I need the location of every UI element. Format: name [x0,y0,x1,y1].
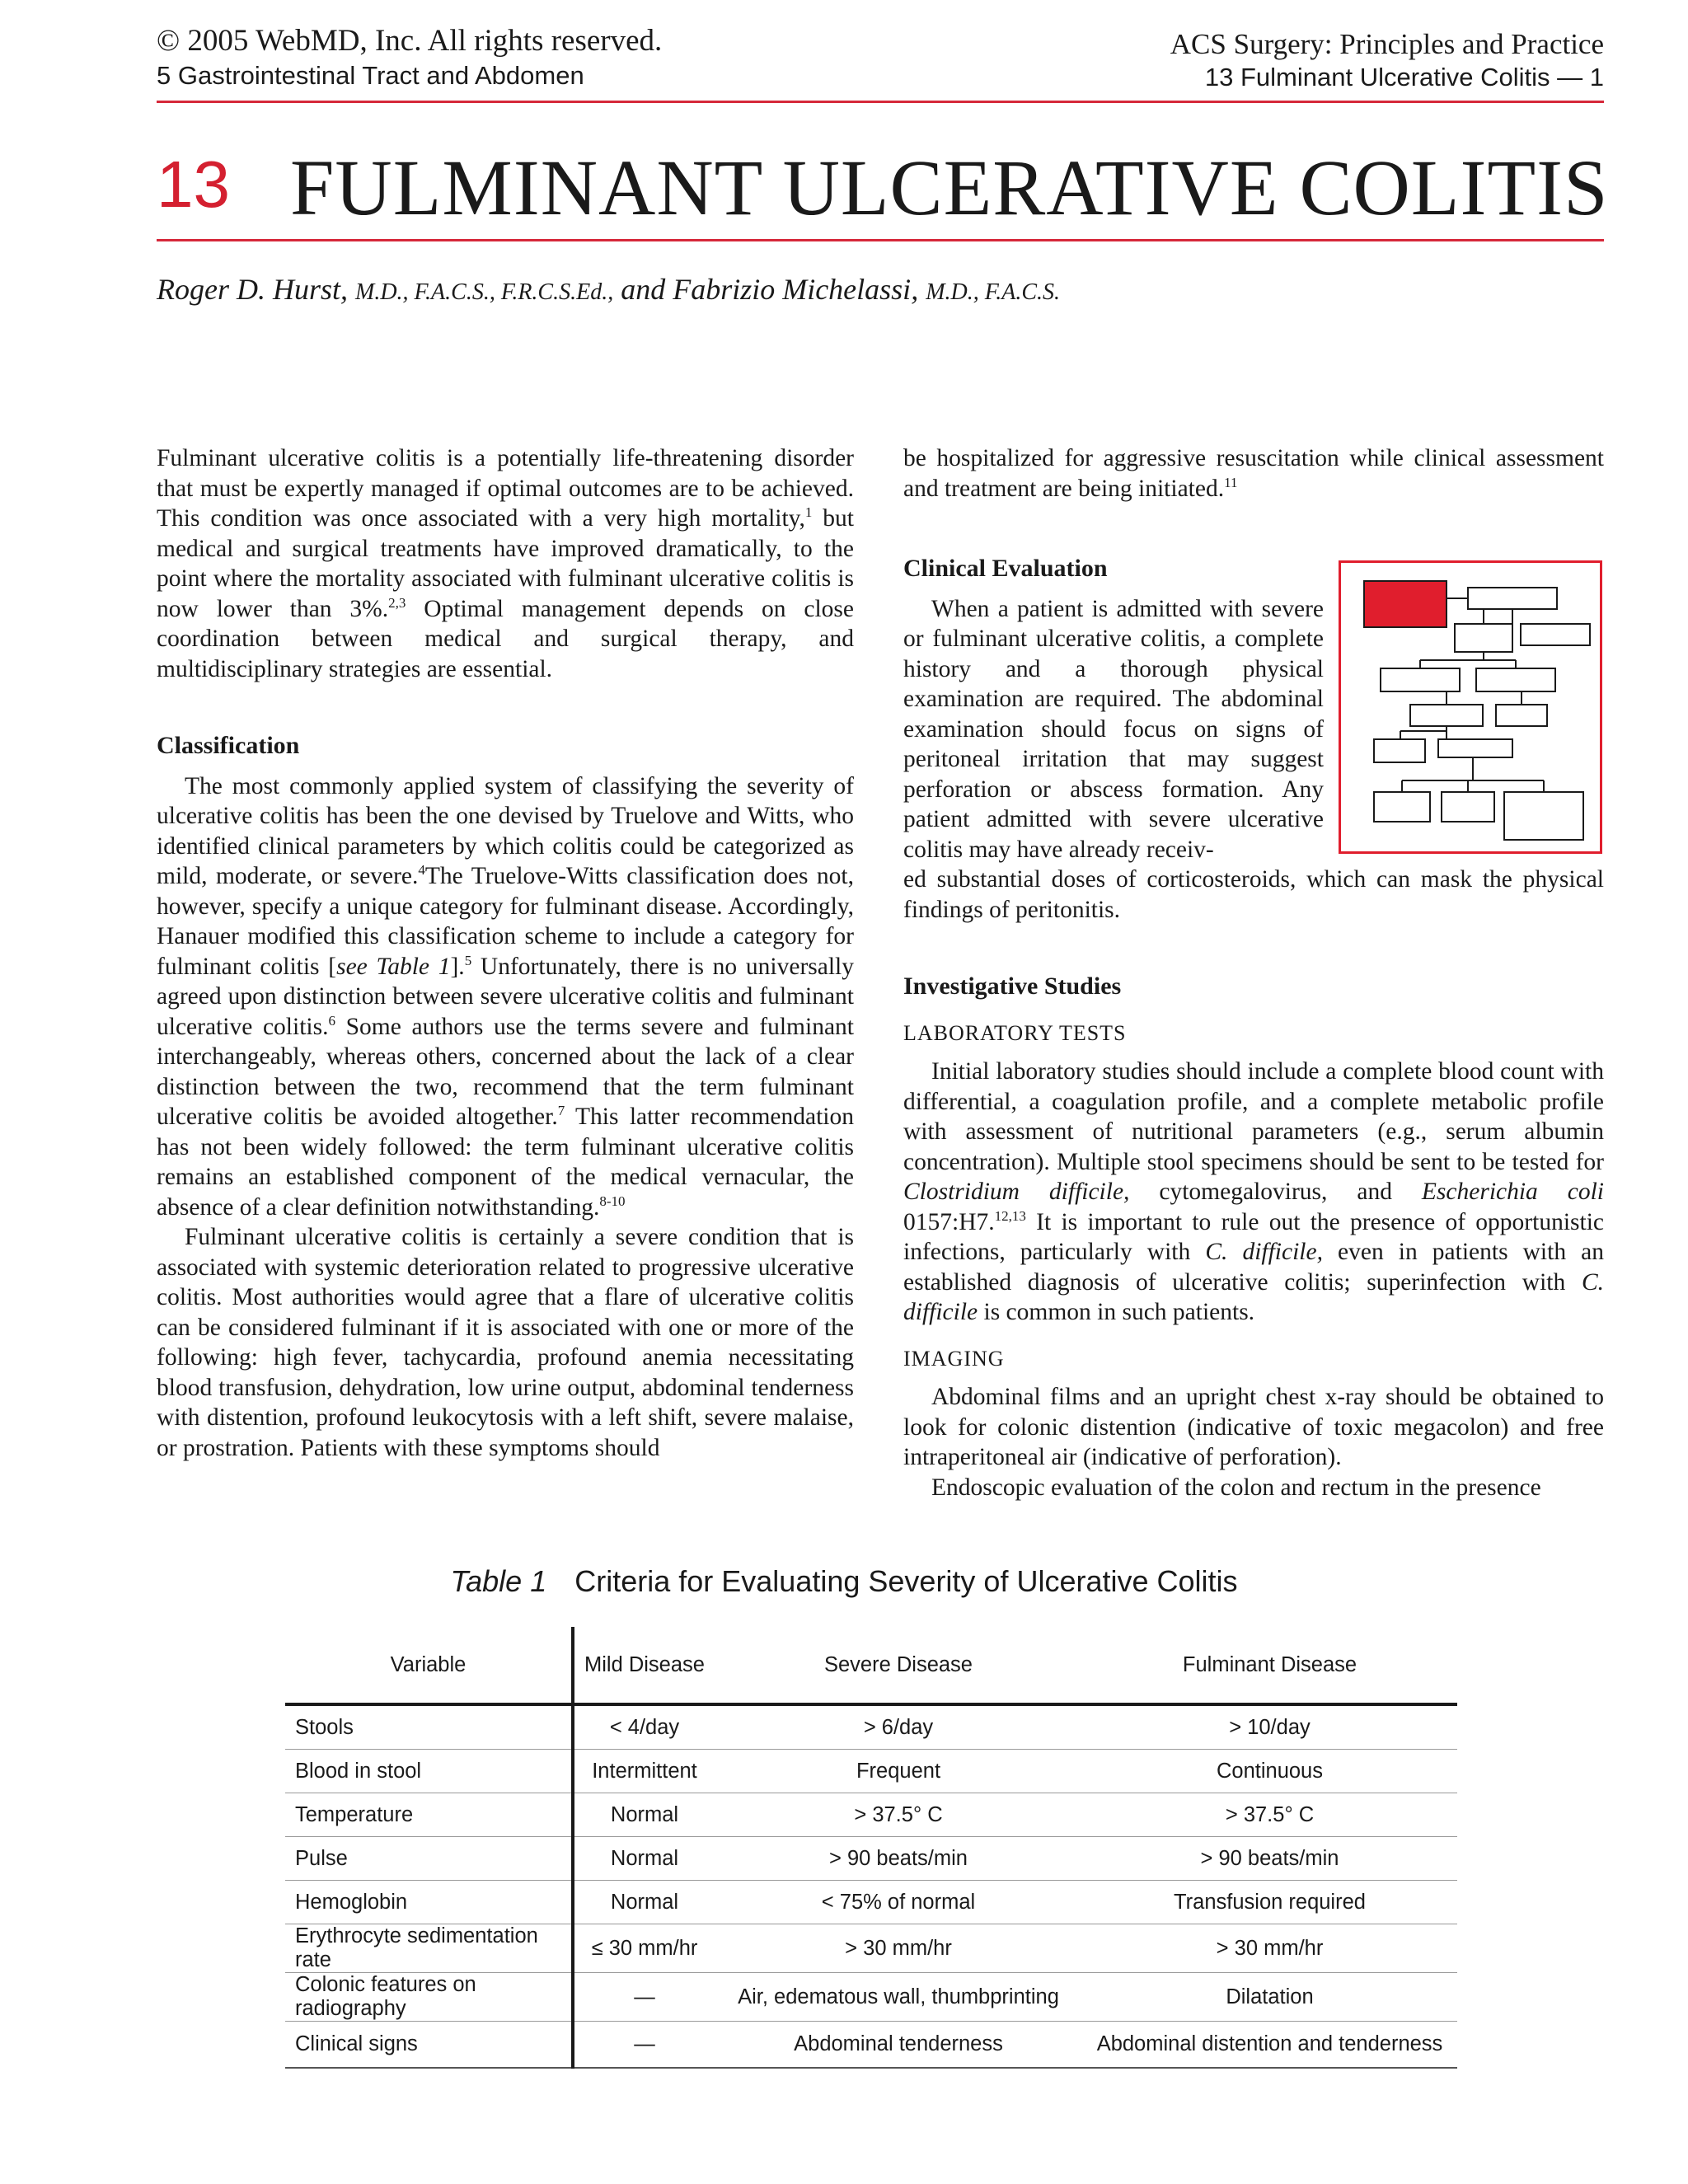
table-row: Erythrocyte sedimentation rate ≤ 30 mm/hr > 30 mm/hr > 30 mm/hr [285,1924,1457,1973]
table-title: Criteria for Evaluating Severity of Ulcerative Colitis [574,1564,1238,1598]
imaging-paragraph: Abdominal films and an upright chest x-ray should be obtained to look for colonic distention (indicative of toxic megacolon) and free intraperitoneal air (indicative of perforation). [903,1384,1604,1470]
author-credentials: M.D., F.A.C.S., F.R.C.S.Ed., [355,279,614,305]
author-credentials: M.D., F.A.C.S. [926,279,1061,305]
table-row: Temperature Normal > 37.5° C > 37.5° C [285,1793,1457,1837]
chapter-title: FULMINANT ULCERATIVE COLITIS [290,143,1609,232]
column-header: Fulminant Disease [1082,1627,1457,1704]
table-label: Table 1 [450,1564,547,1598]
endoscopy-paragraph-start: Endoscopic evaluation of the colon and rectum in the presence [931,1474,1541,1501]
header-section: 5 Gastrointestinal Tract and Abdomen [157,61,584,90]
author-name: Roger D. Hurst, [157,273,348,306]
fulminant-definition-paragraph: Fulminant ulcerative colitis is certainly a severe condition that is associated with systemic deterioration related to progressive ulcerative colitis. Most authorities would agree that a flare of ulcerative colitis can be considered fulminant if it is associated with one or more of the following: high fever, tachycardia, profound anemia necessitating blood transfusion, dehydration, low urine output, abdominal tenderness with distention, profound leukocytosis with a left shift, severe malaise, or prostration. Patients with these symptoms should [157,1224,854,1461]
header-rule [157,101,1604,103]
table-row: Stools < 4/day > 6/day > 10/day [285,1704,1457,1750]
table-row: Hemoglobin Normal < 75% of normal Transfusion required [285,1881,1457,1924]
author-line [157,272,1060,307]
clinical-evaluation-paragraph-cont: ed substantial doses of corticosteroids, which can mask the physical findings of peritonitis. [903,866,1604,923]
classification-heading: Classification [157,732,300,759]
clinical-evaluation-heading: Clinical Evaluation [903,555,1108,582]
table-caption [0,1564,1688,1599]
table-row: Colonic features on radiography — Air, edematous wall, thumbprinting Dilatation [285,1973,1457,2022]
table-row: Blood in stool Intermittent Frequent Continuous [285,1750,1457,1793]
column-header: Variable [285,1627,573,1704]
clinical-evaluation-paragraph: When a patient is admitted with severe or fulminant ulcerative colitis, a complete history and a thorough physical examination are required. The abdominal examination should focus on signs of peritoneal irritation that may suggest perforation or abscess formation. Any patient admitted with severe ulcerative colitis may have already receiv- [903,595,1324,863]
left-column [157,443,854,1463]
header-book-title: ACS Surgery: Principles and Practice [1170,28,1604,60]
laboratory-tests-heading: LABORATORY TESTS [903,1020,1127,1045]
header-chapter-ref: 13 Fulminant Ulcerative Colitis — 1 [1204,63,1604,91]
investigative-studies-heading: Investigative Studies [903,972,1122,1000]
title-rule [157,239,1604,241]
severity-criteria-table [285,1627,1457,2069]
imaging-heading: IMAGING [903,1346,1005,1371]
table-header-row [285,1627,1457,1704]
right-column-continuation: be hospitalized for aggressive resuscitation while clinical assessment and treatment are being initiated.$^{11}$ [903,445,1604,502]
laboratory-paragraph: Initial laboratory studies should include a complete blood count with differential, a coagulation profile, and a complete metabolic profile with assessment of nutritional parameters (e.g., serum albumin concentration). Multiple stool specimens should be sent to be tested for Clostridium difficile, cytomegalovirus, and Escherichia coli 0157:H7.$^{12,13}$ It is important to rule out the presence of opportunistic infections, particularly with C. difficile, even in patients with an established diagnosis of ulcerative colitis; superinfection with C. difficile is common in such patients. [903,1058,1605,1325]
intro-paragraph: Fulminant ulcerative colitis is a potentially life-threatening disorder that must be expertly managed if optimal outcomes are to be achieved. This condition was once associated with a very high mortality,$^1$ but medical and surgical treatments have improved dramatically, to the point where the mortality associated with fulminant ulcerative colitis is now lower than 3%.$^{2,3}$ Optimal management depends on close coordination between medical and surgical therapy, and multidisciplinary strategies are essential. [157,445,854,682]
table-row: Clinical signs — Abdominal tenderness Abdominal distention and tenderness [285,2022,1457,2069]
flowchart-icon [1341,563,1600,851]
column-header: Mild Disease [573,1627,715,1704]
header-copyright: © 2005 WebMD, Inc. All rights reserved. [157,24,663,58]
table-row: Pulse Normal > 90 beats/min > 90 beats/min [285,1837,1457,1881]
algorithm-thumbnail-icon [1339,560,1602,854]
classification-paragraph: The most commonly applied system of classifying the severity of ulcerative colitis has been the one devised by Truelove and Witts, who identified clinical parameters by which colitis could be categorized as mild, moderate, or severe.$^4$The Truelove-Witts classification does not, however, specify a unique category for fulminant disease. Accordingly, Hanauer modified this classification scheme to include a category for fulminant colitis [see Table 1].$^5$ Unfortunately, there is no universally agreed upon distinction between severe ulcerative colitis and fulminant ulcerative colitis.$^6$ Some authors use the terms severe and fulminant interchangeably, whereas others, concerned about the lack of a clear distinction between the two, recommend that the term fulminant ulcerative colitis be avoided altogether.$^7$ This latter recommendation has not been widely followed: the term fulminant ulcerative colitis remains an established component of the medical vernacular, the absence of a clear definition notwithstanding.$^{8-10}$ [157,772,854,1221]
author-name: Fabrizio Michelassi, [673,273,919,306]
author-conjunction: and [621,273,666,306]
chapter-number: 13 [157,148,230,221]
column-header: Severe Disease [715,1627,1082,1704]
